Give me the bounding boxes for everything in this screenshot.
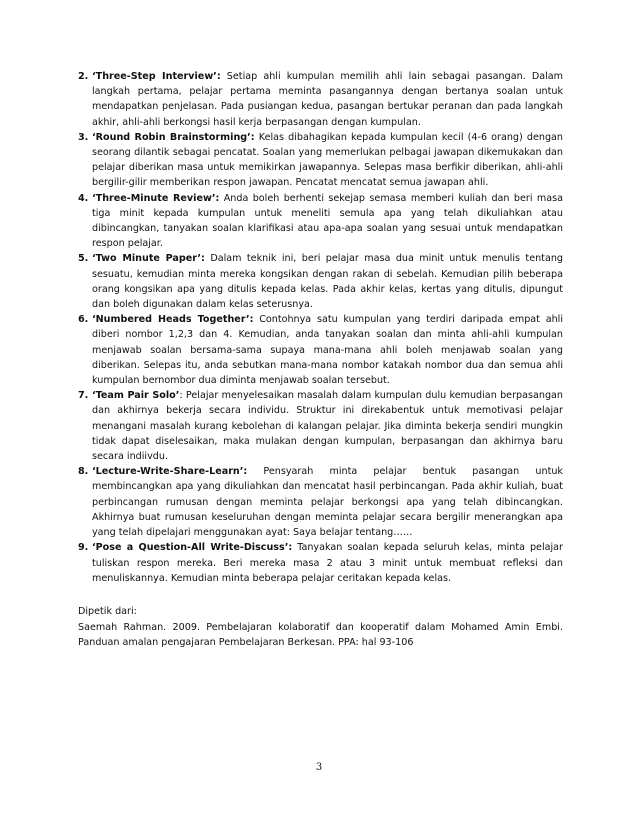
item-number: 8. (78, 466, 89, 478)
item-number: 6. (78, 314, 89, 326)
item-term: ‘Lecture-Write-Share-Learn’: (92, 466, 248, 478)
list-item (78, 130, 563, 191)
item-number: 3. (78, 131, 89, 143)
source-citation: Saemah Rahman. 2009. Pembelajaran kolaboratif dan kooperatif dalam Mohamed Amin Embi. Panduan amalan pengajaran Pembelajaran Berkesan. PPA: hal 93-106 (78, 621, 563, 649)
source-citation-block (78, 604, 563, 651)
item-number: 7. (78, 390, 89, 402)
list-item (78, 69, 563, 130)
item-text: : Pelajar menyelesaikan masalah dalam kumpulan dulu kemudian berpasangan dan akhirnya bekerja secara individu. Struktur ini direkabentuk untuk memotivasi pelajar menangani masalah kurang kebolehan di kalangan pelajar. Jika diminta bekerja sendiri mungkin tidak dapat diselesaikan, maka mulakan dengan kumpulan, berpasangan dan akhirnya baru secara indiivdu. (92, 390, 563, 463)
item-text: Anda boleh berhenti sekejap semasa memberi kuliah dan beri masa tiga minit kepada kumpulan untuk meneliti semula apa yang telah dikuliahkan atau dibincangkan, tanyakan soalan klarifikasi atau apa-apa soalan yang sesuai untuk mendapatkan respon pelajar. (92, 192, 563, 250)
list-item (78, 464, 563, 540)
list-item (78, 251, 563, 312)
item-term: ‘Round Robin Brainstorming’: (92, 131, 255, 143)
item-term: ‘Team Pair Solo’ (92, 390, 180, 402)
item-number: 4. (78, 192, 89, 204)
item-text: Setiap ahli kumpulan memilih ahli lain sebagai pasangan. Dalam langkah pertama, pelajar pertama meminta pasangannya dengan bertanya soalan untuk mendapatkan penjelasan. Pada pusiangan kedua, pasangan bertukar peranan dan pada langkah akhir, ahli-ahli berkongsi hasil kerja berpasangan dengan kumpulan. (92, 71, 564, 128)
item-term: ‘Pose a Question-All Write-Discuss’: (92, 542, 293, 554)
item-text: Tanyakan soalan kepada seluruh kelas, minta pelajar tuliskan respon mereka. Beri mereka masa 2 atau 3 minit untuk membuat refleksi dan menuliskannya. Kemudian minta beberapa pelajar ceritakan kepada kelas. (92, 542, 563, 584)
item-text: Pensyarah minta pelajar bentuk pasangan untuk membincangkan apa yang dikuliahkan dan mencatat hasil perbincangan. Pada akhir kuliah, buat perbincangan rumusan dengan meminta pelajar berkongsi apa yang telah dibincangkan. Akhirnya buat rumusan keseluruhan dengan meminta pelajar secara bergilir menerangkan apa yang telah dipelajari menggunakan ayat: Saya belajar tentang…… (92, 466, 563, 539)
list-item (78, 388, 563, 464)
page-number: 3 (315, 762, 323, 773)
item-term: ‘Numbered Heads Together’: (92, 314, 254, 326)
item-number: 2. (78, 71, 89, 82)
item-text: Contohnya satu kumpulan yang terdiri daripada empat ahli diberi nombor 1,2,3 dan 4. Kemudian, anda tanyakan soalan dan minta ahli-ahli kumpulan menjawab soalan bersama-sama supaya mana-mana ahli boleh menjawab soalan yang diberikan. Selepas itu, anda sebutkan mana-mana nombor katakah nombor dua dan semua ahli kumpulan bernombor dua diminta menjawab soalan tersebut. (92, 314, 563, 387)
technique-list (78, 69, 563, 586)
item-text: Kelas dibahagikan kepada kumpulan kecil (4-6 orang) dengan seorang dilantik sebagai pencatat. Soalan yang memerlukan pelbagai jawapan dikemukakan dan pelajar diberikan masa untuk memikirkan jawapannya. Selepas masa berfikir diberikan, ahli-ahli bergilir-gilir memberikan respon jawapan. Pencatat mencatat semua jawapan ahli. (92, 131, 564, 189)
list-item (78, 540, 563, 586)
item-number: 9. (78, 542, 89, 554)
list-item (78, 312, 563, 388)
item-text: Dalam teknik ini, beri pelajar masa dua minit untuk menulis tentang sesuatu, kemudian minta mereka kongsikan dengan rakan di sebelah. Kemudian pilih beberapa orang kongsikan apa yang ditulis kepada kelas. Pada akhir kelas, kertas yang ditulis, dipungut dan boleh digunakan dalam kelas seterusnya. (92, 253, 563, 311)
item-term: ‘Three-Step Interview’: (92, 71, 221, 82)
item-term: ‘Three-Minute Review’: (92, 192, 220, 204)
list-item (78, 191, 563, 252)
source-label: Dipetik dari: (78, 606, 137, 617)
item-term: ‘Two Minute Paper’: (92, 253, 205, 265)
item-number: 5. (78, 253, 89, 265)
